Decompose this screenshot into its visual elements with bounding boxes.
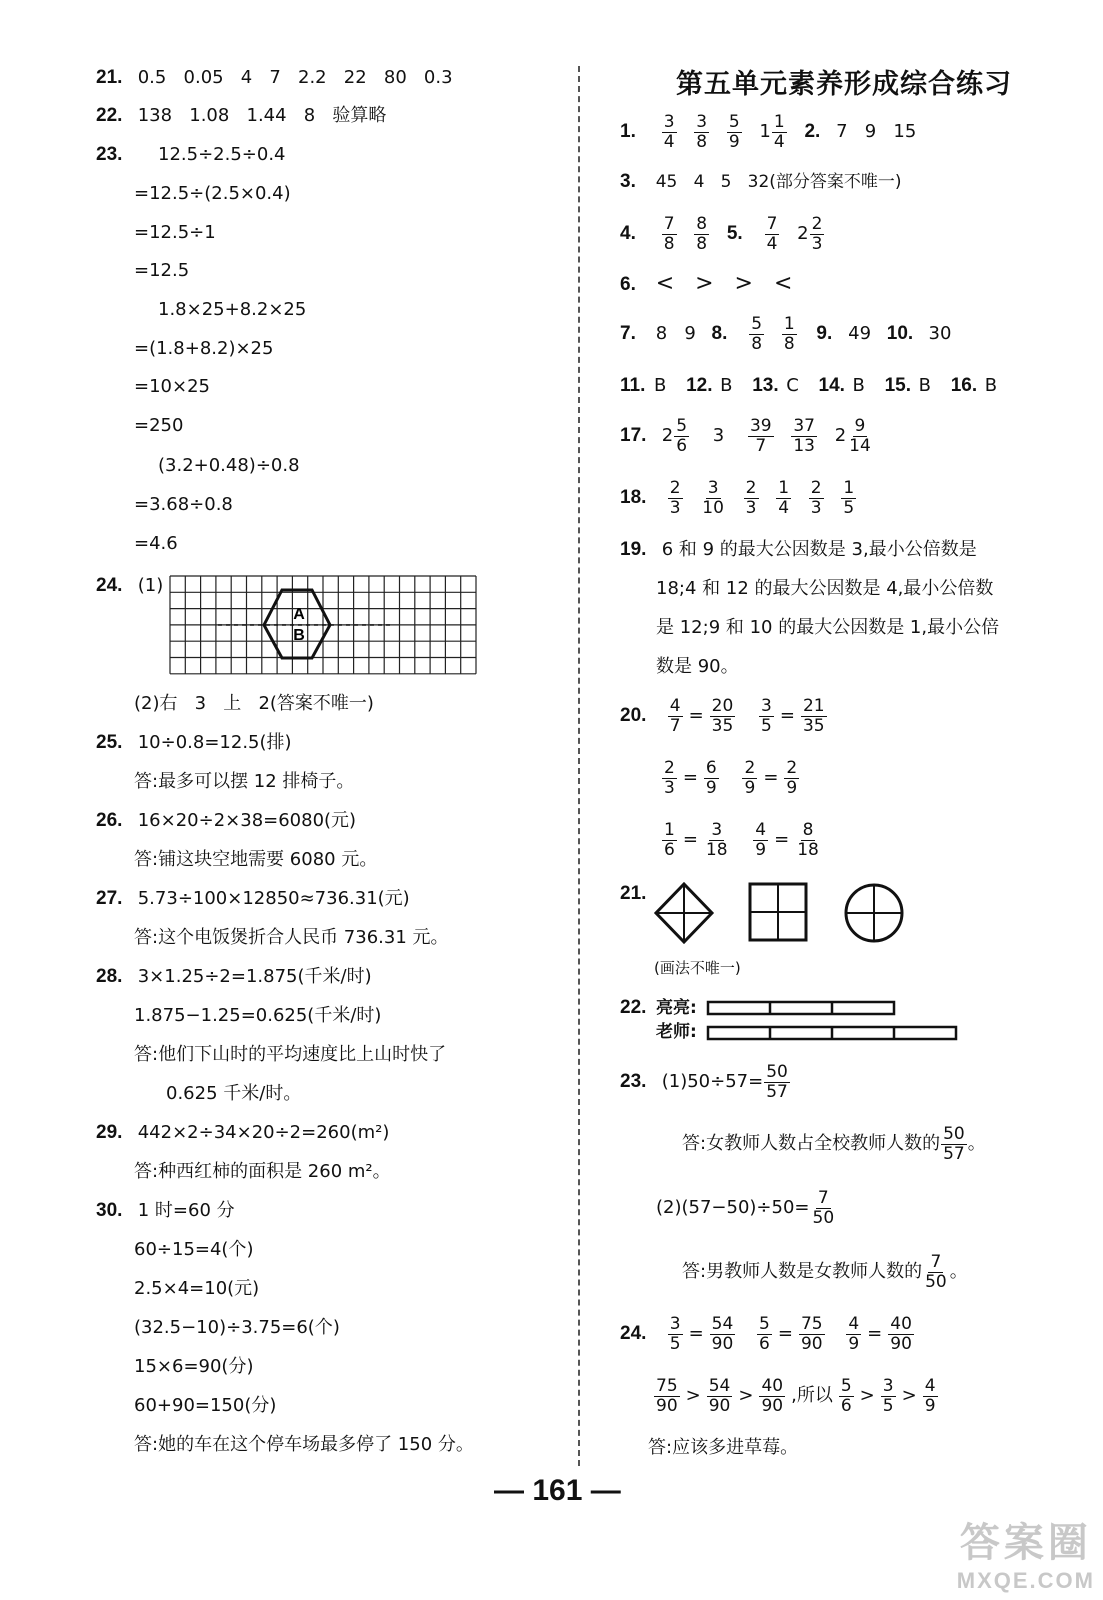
r-q1 (620, 110, 916, 154)
r-q6 (620, 272, 792, 297)
fraction: $\frac{39}{7}$ (749, 415, 772, 456)
r-q6-answer: < > > < (655, 271, 793, 296)
fraction: $\frac{7}{4}$ (766, 213, 778, 254)
fraction: $\frac{3}{18}$ (705, 819, 728, 860)
column-divider (578, 66, 580, 1466)
equals-sign: = (867, 1323, 883, 1344)
fraction: $\frac{3}{4}$ (663, 111, 675, 152)
r-q2-answer: 7 9 15 (836, 121, 917, 142)
r-q20-row (620, 694, 833, 738)
fraction: $\frac{37}{13}$ (793, 415, 815, 456)
q26 (96, 809, 356, 833)
choice-number: 11. (620, 375, 646, 396)
section-title: 第五单元素养形成综合练习 (676, 69, 1012, 100)
r-q22 (620, 996, 656, 1020)
calc-text: (2)(57−50)÷50= (656, 1197, 810, 1218)
q21-number: 21. (96, 67, 123, 88)
q28-calc1: 3×1.25÷2=1.875(千米/时) (137, 966, 372, 987)
q23-line: =3.68÷0.8 (134, 494, 233, 515)
equals-sign: = (688, 1323, 704, 1344)
q23-number: 23. (96, 144, 123, 165)
q30-line: 1 时=60 分 (137, 1200, 235, 1221)
r-q22-row1 (656, 996, 697, 1020)
choice-number: 12. (686, 375, 713, 396)
fraction: $\frac{2}{3}$ (664, 757, 675, 798)
r-q10-number: 10. (886, 323, 914, 344)
q28-calc2: 1.875−1.25=0.625(千米/时) (134, 1005, 382, 1026)
q23-line: 12.5÷2.5÷0.4 (158, 144, 286, 165)
r-q10-answer: 30 (928, 323, 952, 344)
r-q21-number: 21. (620, 883, 647, 904)
q23-line: =250 (134, 415, 184, 436)
r-q17-number: 17. (620, 425, 647, 446)
q22-bars (706, 1000, 962, 1044)
equals-sign: = (777, 1323, 793, 1344)
fraction: $\frac{40}{90}$ (761, 1375, 784, 1416)
r-q23-p1 (620, 1060, 796, 1104)
equals-sign: = (688, 705, 704, 726)
equals-sign: = (682, 829, 698, 850)
fraction: $\frac{5}{6}$ (759, 1313, 770, 1354)
q26-number: 26. (96, 810, 123, 831)
calc-text: (1)50÷57= (661, 1071, 764, 1092)
r-q7-number: 7. (620, 323, 636, 344)
fraction: $\frac{4}{9}$ (755, 819, 767, 860)
r-q20-row (656, 756, 805, 800)
r-q19-line: 数是 90。 (656, 656, 739, 677)
q30-line: 2.5×4=10(元) (134, 1278, 260, 1299)
q22-number: 22. (96, 105, 123, 126)
fraction: $\frac{5}{9}$ (728, 111, 740, 152)
r-q5-number: 5. (726, 223, 743, 244)
r-q23-number: 23. (620, 1071, 647, 1092)
mixed-whole: 2 (797, 223, 809, 244)
equals-sign: = (779, 705, 795, 726)
greater-than-sign: > (859, 1385, 875, 1406)
fraction: $\frac{4}{9}$ (924, 1375, 936, 1416)
fraction: $\frac{40}{90}$ (890, 1313, 912, 1354)
bar-label: 老师: (656, 1022, 697, 1042)
q23-line: 1.8×25+8.2×25 (158, 299, 307, 320)
q23-line: =12.5 (134, 260, 190, 281)
q23-line: (3.2+0.48)÷0.8 (158, 455, 300, 476)
r-q3 (620, 170, 902, 194)
fraction: $\frac{50}{57}$ (766, 1061, 788, 1102)
fraction: $\frac{1}{5}$ (843, 477, 855, 518)
q23-line: =12.5÷1 (134, 222, 216, 243)
fraction: $\frac{3}{8}$ (696, 111, 708, 152)
answer-text: 答:男教师人数是女教师人数的 (682, 1261, 923, 1282)
fraction: $\frac{2}{3}$ (811, 213, 823, 254)
r-q24-compare (648, 1374, 944, 1418)
choice-answer: B (852, 375, 865, 396)
fraction: $\frac{50}{57}$ (943, 1123, 965, 1164)
fraction: $\frac{5}{6}$ (840, 1375, 852, 1416)
diamond-shape (656, 884, 712, 942)
q28-answer-cont: 0.625 千米/时。 (166, 1083, 302, 1104)
choice-number: 15. (884, 375, 912, 396)
q24-part1: (1) (137, 575, 164, 596)
fraction: $\frac{1}{4}$ (778, 477, 790, 518)
r-q23-p2 (656, 1186, 842, 1230)
q26-answer: 答:铺这块空地需要 6080 元。 (134, 849, 378, 870)
equals-sign: = (682, 767, 698, 788)
watermark-bottom: MXQE.COM (956, 1568, 1095, 1593)
q23-line: =4.6 (134, 533, 178, 554)
equals-sign: = (774, 829, 790, 850)
q26-calc: 16×20÷2×38=6080(元) (137, 810, 357, 831)
q28-number: 28. (96, 966, 123, 987)
r-q6-number: 6. (620, 274, 636, 295)
q30 (96, 1199, 235, 1223)
fraction: $\frac{2}{9}$ (786, 757, 798, 798)
r-q22-number: 22. (620, 997, 647, 1018)
r-q19-number: 19. (620, 539, 647, 560)
fraction: $\frac{3}{10}$ (702, 477, 724, 518)
r-q8-number: 8. (711, 323, 728, 344)
r-q2-number: 2. (804, 121, 821, 142)
r-q3-number: 3. (620, 171, 636, 192)
page-number: — 161 — (494, 1474, 621, 1507)
q25-number: 25. (96, 732, 123, 753)
q30-line: (32.5−10)÷3.75=6(个) (134, 1317, 340, 1338)
whole-number: 3 (712, 425, 725, 446)
fraction: $\frac{75}{90}$ (656, 1375, 678, 1416)
q29-calc: 442×2÷34×20÷2=260(m²) (137, 1122, 390, 1143)
r-q21-note: (画法不唯一) (654, 959, 741, 977)
fraction: $\frac{4}{7}$ (669, 695, 681, 736)
q25-answer: 答:最多可以摆 12 排椅子。 (134, 771, 355, 792)
fraction: $\frac{7}{50}$ (812, 1187, 835, 1228)
choice-answer: B (654, 375, 667, 396)
mixed-whole: 1 (759, 121, 771, 142)
fraction: $\frac{3}{5}$ (669, 1313, 681, 1354)
fraction: $\frac{54}{90}$ (711, 1313, 734, 1354)
r-q4-number: 4. (620, 223, 636, 244)
watermark-top: 答案圈 (959, 1521, 1092, 1565)
q25 (96, 731, 292, 755)
circle-shape (846, 885, 902, 941)
q22-answer: 138 1.08 1.44 8 验算略 (137, 105, 387, 126)
q30-line: 60+90=150(分) (134, 1395, 277, 1416)
fraction: $\frac{3}{5}$ (761, 695, 772, 736)
fraction: $\frac{5}{6}$ (676, 415, 688, 456)
q29 (96, 1121, 389, 1145)
r-q22-row2 (656, 1020, 697, 1044)
watermark-logo (957, 1511, 1095, 1594)
r-q24-number: 24. (620, 1323, 647, 1344)
r-q9-number: 9. (816, 323, 833, 344)
r-q7-10 (620, 312, 951, 356)
q29-answer: 答:种西红柿的面积是 260 m²。 (134, 1161, 391, 1182)
r-q17 (620, 414, 879, 458)
q28-answer: 答:他们下山时的平均速度比上山时快了 (134, 1044, 447, 1065)
q21-shapes (654, 882, 914, 944)
r-q19 (620, 538, 977, 562)
r-q19-line: 6 和 9 的最大公因数是 3,最小公倍数是 (661, 539, 977, 560)
q24-number: 24. (96, 575, 123, 596)
choice-answer: B (984, 375, 998, 396)
q23 (96, 143, 132, 167)
q30-line: 60÷15=4(个) (134, 1239, 254, 1260)
fraction: $\frac{2}{3}$ (745, 477, 757, 518)
q29-number: 29. (96, 1122, 123, 1143)
mixed-whole: 2 (661, 425, 674, 446)
q21 (96, 66, 453, 90)
bar-label: 亮亮: (656, 998, 697, 1018)
r-q4 (620, 212, 830, 256)
q24-part2: (2)右 3 上 2(答案不唯一) (134, 693, 374, 714)
mixed-whole: 2 (834, 425, 847, 446)
q24-grid-figure (168, 574, 478, 676)
answer-end: 。 (967, 1133, 986, 1154)
q22 (96, 104, 386, 128)
so-text: ,所以 (791, 1385, 833, 1406)
q27-answer: 答:这个电饭煲折合人民币 736.31 元。 (134, 927, 449, 948)
q21-answer: 0.5 0.05 4 7 2.2 22 80 0.3 (137, 67, 453, 88)
q27-calc: 5.73÷100×12850≈736.31(元) (137, 888, 410, 909)
r-q18-number: 18. (620, 487, 647, 508)
answer-end: 。 (949, 1261, 968, 1282)
fraction: $\frac{75}{90}$ (800, 1313, 823, 1354)
r-q1-number: 1. (620, 121, 636, 142)
fraction: $\frac{5}{8}$ (751, 313, 763, 354)
r-q23-a1 (682, 1122, 986, 1166)
fraction: $\frac{2}{3}$ (810, 477, 822, 518)
choice-answer: C (786, 375, 799, 396)
choice-number: 16. (950, 375, 978, 396)
r-q3-answer: 45 4 5 32(部分答案不唯一) (655, 172, 902, 192)
r-q23-a2 (682, 1250, 968, 1294)
fraction: $\frac{2}{3}$ (669, 477, 681, 518)
r-q20-number: 20. (620, 705, 647, 726)
r-q9-answer: 49 (848, 323, 872, 344)
greater-than-sign: > (738, 1385, 754, 1406)
q27 (96, 887, 410, 911)
choice-number: 13. (752, 375, 779, 396)
fraction: $\frac{8}{8}$ (696, 213, 708, 254)
r-q7-answer: 8 9 (655, 323, 696, 344)
q27-number: 27. (96, 888, 123, 909)
r-q21 (620, 882, 656, 906)
r-q19-line: 是 12;9 和 10 的最大公因数是 1,最小公倍 (656, 617, 1000, 638)
q23-line: =(1.8+8.2)×25 (134, 338, 274, 359)
q25-calc: 10÷0.8=12.5(排) (137, 732, 292, 753)
q30-answer: 答:她的车在这个停车场最多停了 150 分。 (134, 1434, 474, 1455)
hexagon-shape (264, 590, 330, 658)
fraction: $\frac{4}{9}$ (848, 1313, 860, 1354)
equals-sign: = (763, 767, 779, 788)
fraction: $\frac{7}{8}$ (663, 213, 675, 254)
fraction: $\frac{3}{5}$ (882, 1375, 894, 1416)
q23-line: =12.5÷(2.5×0.4) (134, 183, 291, 204)
fraction: $\frac{1}{8}$ (783, 313, 795, 354)
fraction: $\frac{54}{90}$ (708, 1375, 731, 1416)
answer-text: 答:女教师人数占全校教师人数的 (682, 1133, 941, 1154)
fraction: $\frac{9}{14}$ (849, 415, 871, 456)
q23-line: =10×25 (134, 376, 210, 397)
fraction: $\frac{8}{18}$ (797, 819, 819, 860)
greater-than-sign: > (901, 1385, 917, 1406)
fraction: $\frac{1}{6}$ (664, 819, 675, 860)
q28 (96, 965, 372, 989)
fraction: $\frac{20}{35}$ (711, 695, 734, 736)
r-q24-eqs (620, 1312, 920, 1356)
choice-answer: B (918, 375, 931, 396)
fraction: $\frac{7}{50}$ (925, 1251, 947, 1292)
greater-than-sign: > (685, 1385, 701, 1406)
choice-answer: B (720, 375, 733, 396)
fraction: $\frac{6}{9}$ (705, 757, 717, 798)
r-q18 (620, 476, 862, 520)
label-b: B (293, 627, 305, 644)
q30-number: 30. (96, 1200, 123, 1221)
r-q24-answer: 答:应该多进草莓。 (648, 1437, 799, 1458)
bar-liangliang (708, 1002, 894, 1014)
q24 (96, 574, 163, 598)
fraction: $\frac{2}{9}$ (744, 757, 756, 798)
fraction: $\frac{21}{35}$ (802, 695, 825, 736)
label-a: A (293, 606, 305, 623)
fraction: $\frac{1}{4}$ (773, 111, 785, 152)
choice-number: 14. (818, 375, 845, 396)
q30-line: 15×6=90(分) (134, 1356, 254, 1377)
r-q19-line: 18;4 和 12 的最大公因数是 4,最小公倍数 (656, 578, 994, 599)
square-shape (750, 884, 806, 940)
r-q20-row (656, 818, 827, 862)
r-q11-16 (620, 374, 997, 398)
